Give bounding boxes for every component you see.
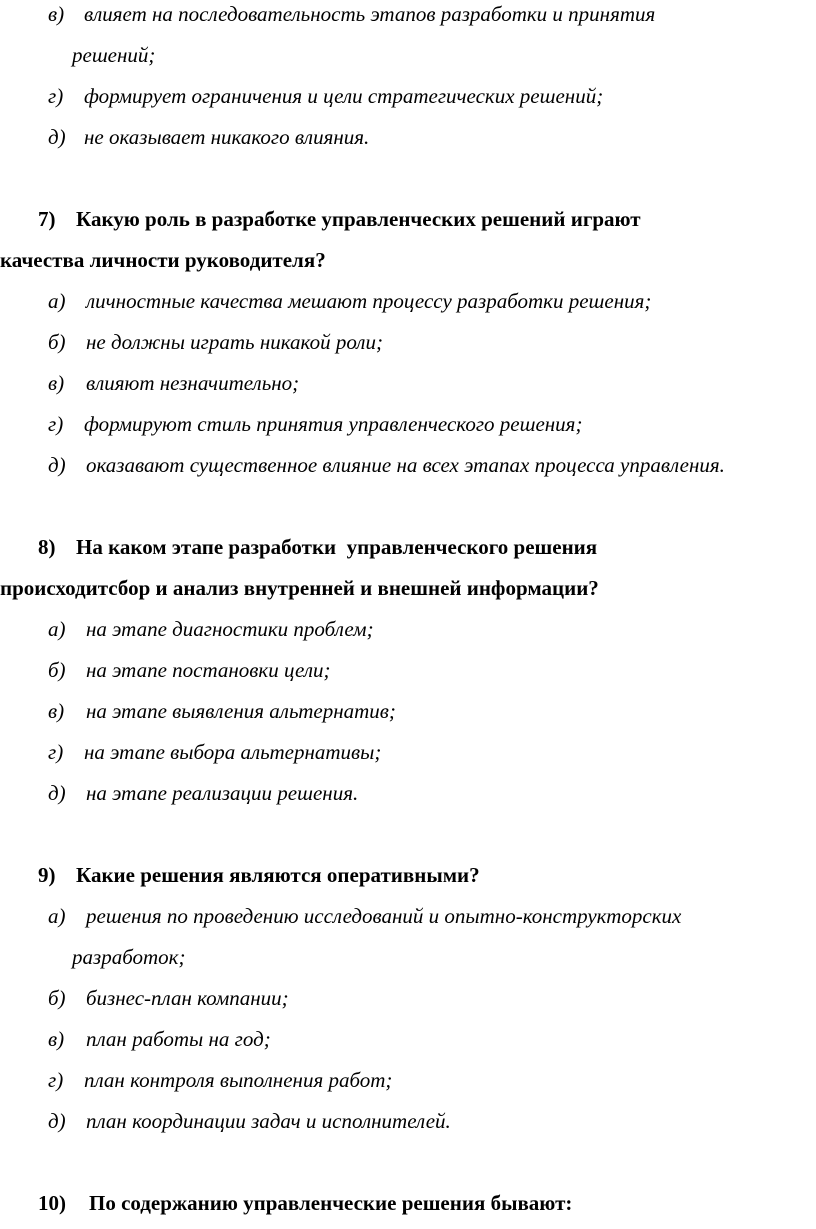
option-g	[48, 414, 582, 435]
option-g	[48, 742, 381, 763]
question-number: 7)	[38, 207, 56, 231]
question-text: качества личности руководителя?	[0, 248, 326, 272]
option-text: план контроля выполнения работ;	[84, 1068, 393, 1092]
option-text: на этапе реализации решения.	[86, 781, 359, 805]
question-8-line1	[38, 537, 597, 558]
option-text: решений;	[72, 43, 156, 67]
option-b	[48, 988, 289, 1009]
option-text: бизнес-план компании;	[86, 986, 289, 1010]
option-marker: б)	[48, 986, 66, 1010]
option-continuation	[72, 947, 185, 968]
option-text: формируют стиль принятия управленческого решения;	[84, 412, 583, 436]
option-marker: а)	[48, 617, 66, 641]
question-9-line1	[38, 865, 480, 886]
question-number: 8)	[38, 535, 56, 559]
question-7-line2	[0, 250, 326, 271]
option-a	[48, 906, 681, 927]
option-text: влияет на последовательность этапов разработки и принятия	[84, 2, 656, 26]
option-b	[48, 660, 330, 681]
question-text: На каком этапе разработки управленческого решения	[76, 535, 598, 559]
question-8-line2	[0, 578, 599, 599]
option-a	[48, 619, 374, 640]
question-7-line1	[38, 209, 641, 230]
option-v	[48, 4, 655, 25]
question-number: 9)	[38, 863, 56, 887]
option-b	[48, 332, 383, 353]
option-v	[48, 373, 299, 394]
option-g	[48, 86, 603, 107]
option-text: на этапе диагностики проблем;	[86, 617, 374, 641]
option-text: оказавают существенное влияние на всех этапах процесса управления.	[86, 453, 725, 477]
option-marker: д)	[48, 125, 66, 149]
option-d	[48, 127, 369, 148]
option-text: личностные качества мешают процессу разработки решения;	[86, 289, 652, 313]
option-marker: в)	[48, 699, 65, 723]
option-marker: а)	[48, 904, 66, 928]
question-10-line1	[38, 1193, 572, 1214]
option-marker: в)	[48, 371, 65, 395]
option-g	[48, 1070, 392, 1091]
question-number: 10)	[38, 1191, 66, 1215]
question-text: Какую роль в разработке управленческих решений играют	[76, 207, 641, 231]
option-marker: г)	[48, 412, 64, 436]
option-text: план работы на год;	[86, 1027, 271, 1051]
option-marker: г)	[48, 1068, 64, 1092]
option-marker: в)	[48, 2, 65, 26]
option-marker: б)	[48, 658, 66, 682]
option-a	[48, 291, 651, 312]
option-v	[48, 701, 396, 722]
option-text: решения по проведению исследований и опытно-конструкторских	[86, 904, 682, 928]
option-text: на этапе выбора альтернативы;	[84, 740, 382, 764]
option-marker: д)	[48, 1109, 66, 1133]
option-text: на этапе постановки цели;	[86, 658, 331, 682]
option-marker: г)	[48, 84, 64, 108]
question-text: По содержанию управленческие решения бывают:	[89, 1191, 573, 1215]
option-text: формирует ограничения и цели стратегических решений;	[84, 84, 604, 108]
option-text: план координации задач и исполнителей.	[86, 1109, 451, 1133]
option-marker: д)	[48, 781, 66, 805]
option-d	[48, 1111, 451, 1132]
option-text: на этапе выявления альтернатив;	[86, 699, 396, 723]
option-continuation	[72, 45, 155, 66]
question-text: Какие решения являются оперативными?	[76, 863, 480, 887]
option-marker: г)	[48, 740, 64, 764]
option-marker: а)	[48, 289, 66, 313]
option-text: не должны играть никакой роли;	[86, 330, 383, 354]
option-marker: б)	[48, 330, 66, 354]
option-marker: в)	[48, 1027, 65, 1051]
option-text: влияют незначительно;	[86, 371, 300, 395]
option-text: разработок;	[72, 945, 186, 969]
option-v	[48, 1029, 271, 1050]
option-d	[48, 783, 358, 804]
option-d	[48, 455, 725, 476]
option-text: не оказывает никакого влияния.	[84, 125, 370, 149]
question-text: происходитсбор и анализ внутренней и внешней информации?	[0, 576, 599, 600]
option-marker: д)	[48, 453, 66, 477]
